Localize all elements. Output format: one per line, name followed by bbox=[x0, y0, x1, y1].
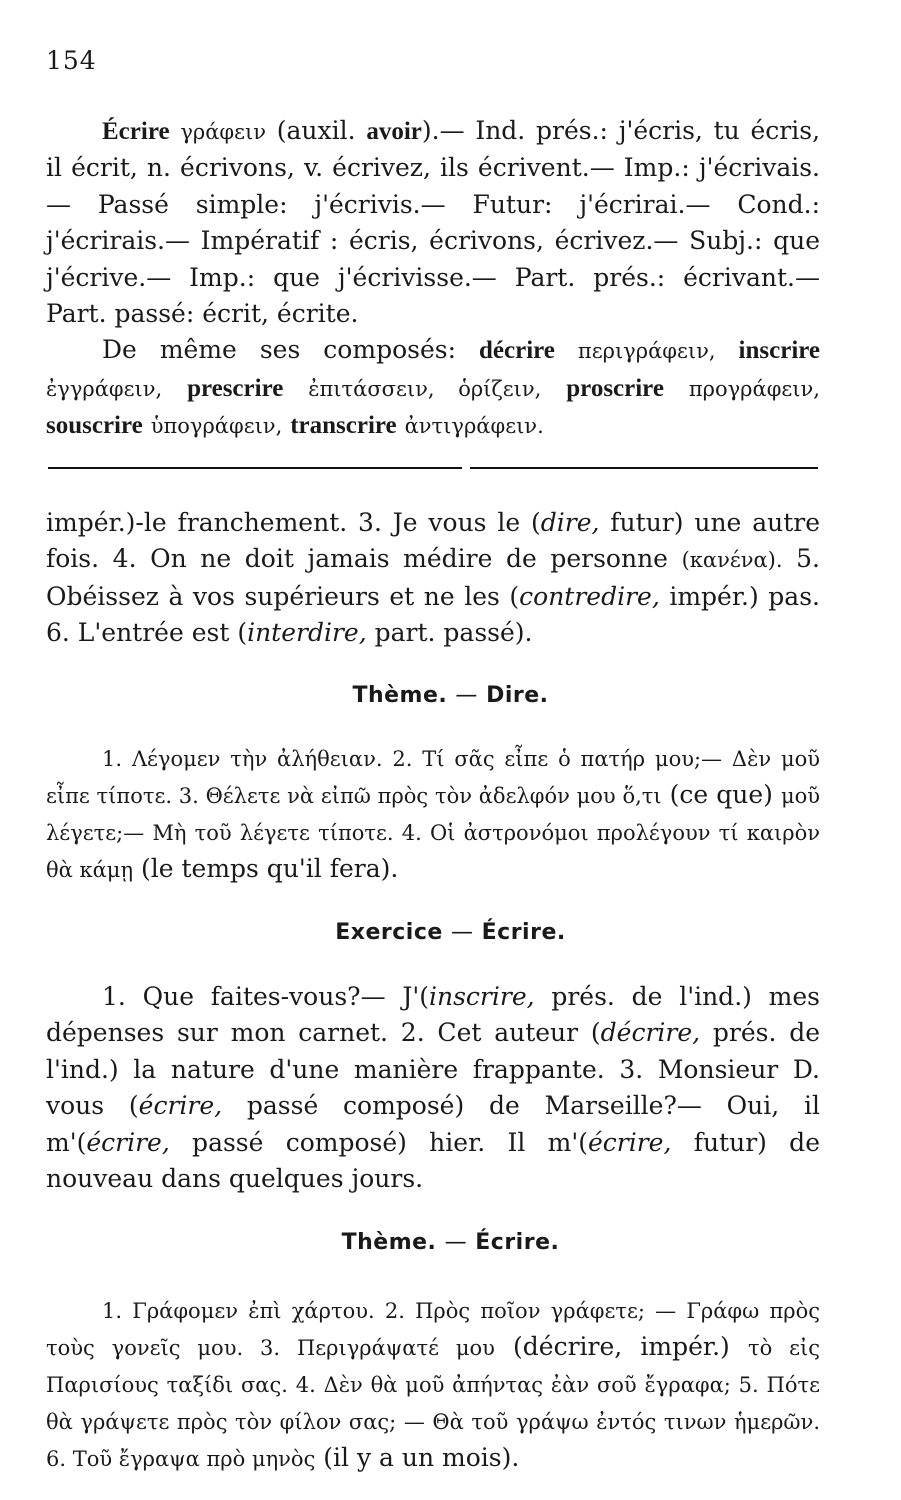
text-run: impér.)-le franchement. 3. Je vous le ( bbox=[46, 508, 541, 537]
headword: Écrire bbox=[102, 118, 170, 145]
heading-word: Dire. bbox=[486, 683, 549, 708]
section-heading-exercice-ecrire bbox=[0, 920, 901, 945]
theme-dire-text bbox=[46, 740, 820, 888]
french-text: (il y a un mois). bbox=[315, 1443, 520, 1472]
heading-dash: — bbox=[444, 1230, 468, 1255]
page-number: 154 bbox=[46, 46, 97, 75]
text-run: prés. de l'ind.) mes dépenses sur mon carnet. 2. Cet auteur ( bbox=[46, 982, 820, 1048]
exercice-ecrire-text bbox=[46, 979, 820, 1197]
compose-greek: περιγράφειν, bbox=[577, 339, 716, 364]
heading-dash: — bbox=[450, 920, 474, 945]
greek-text: 1. Λέγομεν τὴν ἀλήθειαν. 2. Τί σᾶς εἶπε ὁ πατήρ μου;— Δὲν μοῦ εἶπε τίποτε. 3. Θέλετε νὰ εἰπῶ πρὸς τὸν ἀδελφόν μου ὅ,τι bbox=[46, 747, 820, 808]
greek-text: τὸ εἰς Παρισίους ταξίδι σας. 4. Δὲν θὰ μοῦ ἀπήντας ἐὰν σοῦ ἔγραφα; 5. Πότε θὰ γράψετε πρὸς τὸν φίλον σας; — Θὰ τοῦ γράψω ἐντός τινων ἡμερῶν. 6. Τοῦ ἔγραψα πρὸ μηνὸς bbox=[46, 1336, 820, 1471]
compose-word: proscrire bbox=[566, 374, 664, 402]
greek-gloss: γράφειν bbox=[180, 120, 266, 144]
italic-verb: décrire, bbox=[600, 1018, 701, 1048]
ecrire-conjugation-entry bbox=[46, 113, 820, 445]
conjugation-text: ).— Ind. prés.: j'écris, tu écris, il écrit, n. écrivons, v. écrivez, ils écrivent.— Imp.: j'écrivais.— Passé simple: j'écrivis.— Futur: j'écrirai.— Cond.: j'écrirais.— Impératif : écris, écrivons, écrivez.— Subj.: que j'écrive.— Imp.: que j'écrivisse.— Part. prés.: écrivant.— Part. passé: écrit, écrite. bbox=[46, 116, 821, 329]
exercise-continuation bbox=[46, 505, 820, 652]
text-run: prés. de l'ind.) la nature d'une manière frappante. 3. Monsieur D. vous ( bbox=[46, 1018, 820, 1121]
french-text: (le temps qu'il fera). bbox=[133, 854, 399, 883]
heading-label: Thème. bbox=[352, 683, 448, 708]
text-run: passé composé) de Marseille?— Oui, il m'( bbox=[46, 1091, 820, 1157]
text-run: passé composé) hier. Il m'( bbox=[169, 1127, 588, 1157]
italic-verb: inscrire, bbox=[429, 982, 535, 1011]
section-heading-theme-ecrire bbox=[0, 1230, 901, 1255]
greek-gloss: (κανένα). bbox=[681, 548, 783, 573]
heading-word: Écrire. bbox=[475, 1230, 560, 1255]
french-text: (décrire, impér.) bbox=[494, 1332, 748, 1361]
divider-rule-right bbox=[470, 467, 818, 469]
text-run: 1. Que faites-vous?— J'( bbox=[102, 982, 429, 1011]
text-run: futur) une autre fois. 4. On ne doit jamais médire de personne bbox=[46, 508, 820, 574]
compose-word: inscrire bbox=[738, 337, 821, 365]
italic-verb: écrire, bbox=[86, 1127, 170, 1157]
theme-ecrire-text bbox=[46, 1292, 820, 1477]
french-text: (ce que) bbox=[661, 780, 781, 809]
heading-dash: — bbox=[455, 683, 478, 708]
greek-text: μοῦ λέγετε;— Μὴ τοῦ λέγετε τίποτε. 4. Οἱ ἀστρονόμοι προλέγουν τί καιρὸν θὰ κάμῃ bbox=[46, 784, 820, 882]
compose-greek: ἐγγράφειν, bbox=[46, 376, 163, 401]
text-run: part. passé). bbox=[366, 618, 533, 648]
text-run: 5. Obéissez à vos supérieurs et ne les ( bbox=[46, 544, 820, 611]
auxil-label: (auxil. bbox=[276, 116, 356, 145]
divider-rule-left bbox=[48, 467, 462, 469]
compose-greek: ἀντιγράφειν. bbox=[404, 414, 544, 439]
italic-verb: écrire, bbox=[138, 1091, 223, 1121]
compose-word: transcrire bbox=[290, 412, 397, 440]
compose-greek: ὑπογράφειν, bbox=[150, 414, 283, 439]
heading-word: Écrire. bbox=[481, 920, 566, 945]
compose-word: prescrire bbox=[187, 374, 284, 402]
heading-label: Thème. bbox=[341, 1230, 437, 1255]
compose-word: souscrire bbox=[46, 412, 143, 440]
composes-intro: De même ses composés: bbox=[102, 335, 456, 365]
greek-text: 1. Γράφομεν ἐπὶ χάρτου. 2. Πρὸς ποῖον γράφετε; — Γράφω πρὸς τοὺς γονεῖς μου. 3. Περιγράψατέ μου bbox=[46, 1299, 820, 1360]
italic-verb: écrire, bbox=[587, 1127, 672, 1157]
italic-verb: interdire, bbox=[247, 618, 367, 648]
text-run: impér.) pas. 6. L'entrée est ( bbox=[46, 581, 820, 648]
compose-greek: προγράφειν, bbox=[688, 376, 820, 401]
compose-greek: ἐπιτάσσειν, ὁρίζειν, bbox=[308, 376, 542, 401]
heading-label: Exercice bbox=[335, 920, 443, 945]
auxil-verb: avoir bbox=[366, 118, 422, 145]
compose-word: décrire bbox=[479, 337, 555, 365]
italic-verb: dire, bbox=[540, 508, 600, 537]
section-heading-theme-dire bbox=[0, 683, 901, 708]
text-run: futur) de nouveau dans quelques jours. bbox=[46, 1127, 820, 1194]
italic-verb: contredire, bbox=[519, 581, 660, 611]
